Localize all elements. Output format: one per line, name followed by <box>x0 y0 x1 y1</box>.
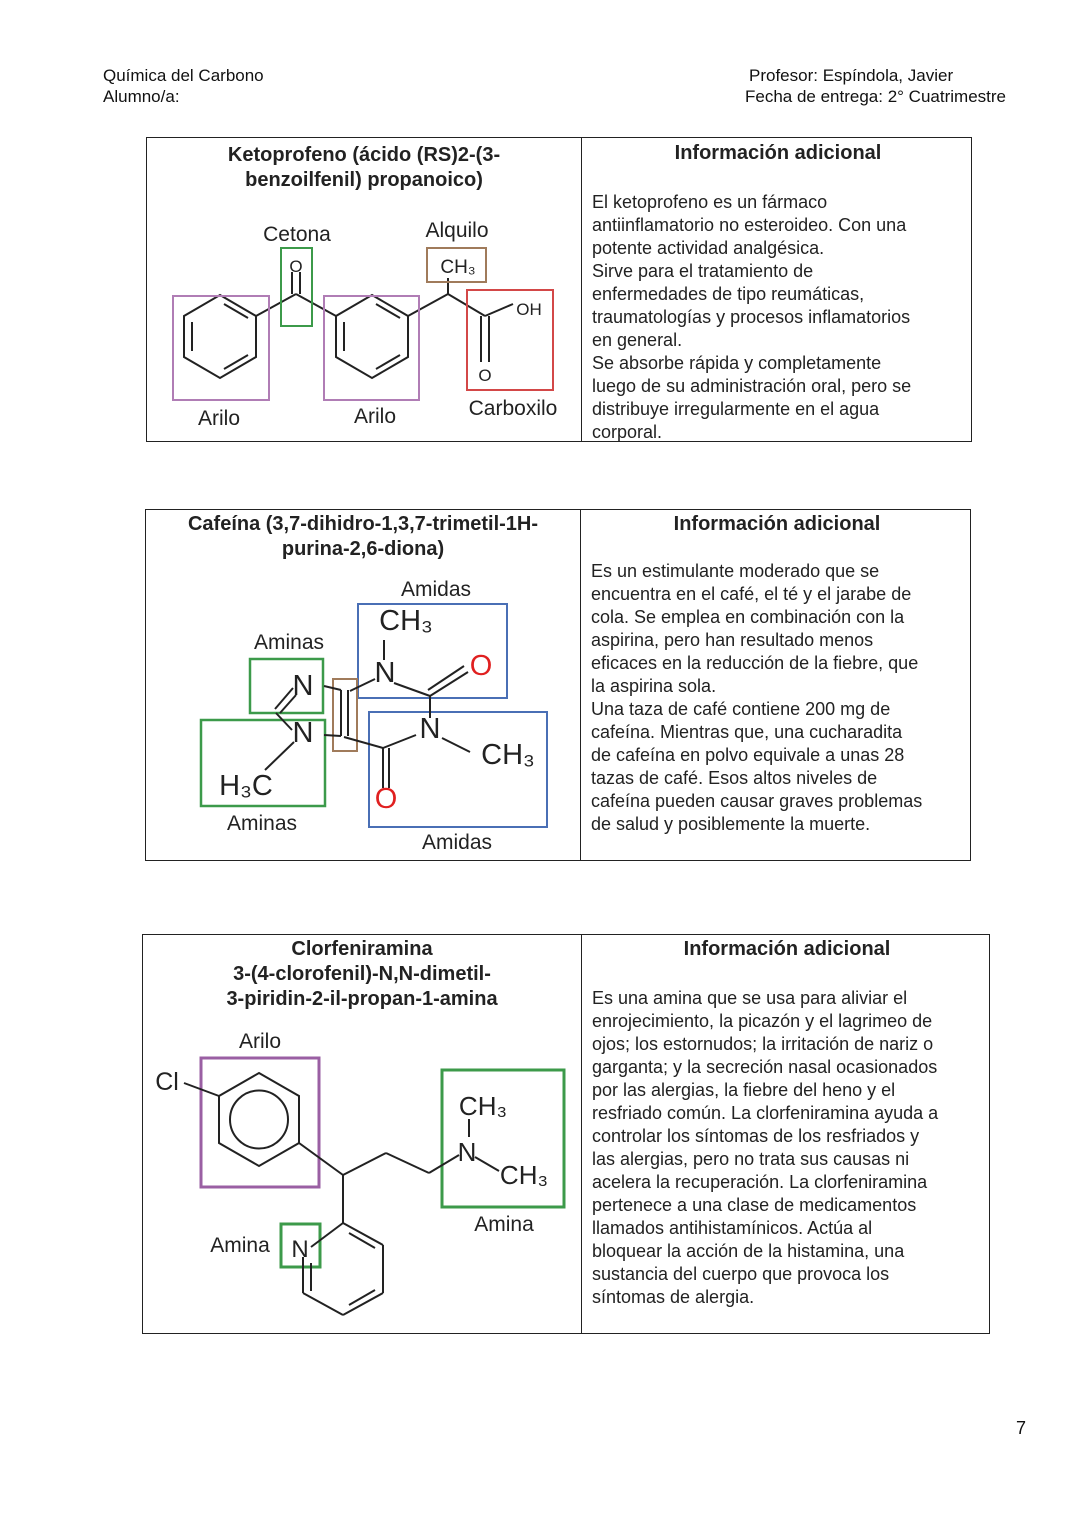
atom-n-pyridine: N <box>291 1236 309 1263</box>
label-arilo-2: Arilo <box>353 405 397 428</box>
info-line: de cafeína en polvo equivale a unas 28 <box>591 745 905 765</box>
atom-o-ketone: O <box>289 257 303 276</box>
info-line: luego de su administración oral, pero se <box>592 376 912 396</box>
atom-ch3-top: CH₃ <box>458 1091 508 1121</box>
atom-oh: OH <box>516 300 542 319</box>
atom-ch3-bottom: CH₃ <box>499 1160 549 1190</box>
info-line: antiinflamatorio no esteroideo. Con una <box>592 215 907 235</box>
title-line: Cafeína (3,7-dihidro-1,3,7-trimetil-1H- <box>187 513 539 535</box>
label-carboxilo: Carboxilo <box>468 397 558 420</box>
ketoprofeno-card <box>146 137 972 442</box>
ketoprofeno-structure <box>147 138 581 443</box>
atom-n-mid: N <box>292 717 314 749</box>
info-line: llamados antihistamínicos. Actúa al <box>592 1218 873 1238</box>
label-amidas-top: Amidas <box>400 578 472 601</box>
teacher-text: Profesor: Espíndola, Javier <box>749 66 954 85</box>
label-amina-left: Amina <box>210 1234 270 1257</box>
atom-n-left: N <box>292 670 314 702</box>
info-line: acelera la recuperación. La clorfeniramina <box>592 1172 928 1192</box>
due-date-text: Fecha de entrega: 2° Cuatrimestre <box>745 87 1006 106</box>
cafeina-structure <box>146 510 580 862</box>
card-divider <box>581 935 582 1333</box>
info-line: eficaces en la reducción de la fiebre, que <box>591 653 919 673</box>
atom-o-bottom: O <box>374 783 398 815</box>
info-line: encuentra en el café, el té y el jarabe de <box>591 584 912 604</box>
info-line: potente actividad analgésica. <box>592 238 825 258</box>
label-aminas-bottom: Aminas <box>226 812 298 835</box>
title-line: Ketoprofeno (ácido (RS)2-(3- <box>227 144 501 166</box>
info-line: tazas de café. Esos altos niveles de <box>591 768 878 788</box>
info-line: enrojecimiento, la picazón y el lagrimeo de <box>592 1011 933 1031</box>
info-line: síntomas de alergia. <box>592 1287 755 1307</box>
info-line: Se absorbe rápida y completamente <box>592 353 882 373</box>
info-title: Información adicional <box>683 938 891 960</box>
info-text <box>592 191 962 444</box>
card-divider <box>581 138 582 441</box>
label-amidas-bottom: Amidas <box>421 831 493 854</box>
title-line: Clorfeniramina <box>291 938 433 960</box>
title-line: benzoilfenil) propanoico) <box>245 169 483 191</box>
label-aminas-top: Aminas <box>253 631 325 654</box>
info-line: Una taza de café contiene 200 mg de <box>591 699 891 719</box>
atom-o-top: O <box>469 650 493 682</box>
title-line: 3-piridin-2-il-propan-1-amina <box>226 988 498 1010</box>
atom-cl: Cl <box>155 1068 179 1096</box>
subject-text: Química del Carbono <box>103 66 264 85</box>
info-line: en general. <box>592 330 683 350</box>
info-line: distribuye irregularmente en el agua <box>592 399 880 419</box>
label-arilo-1: Arilo <box>197 407 241 430</box>
label-cetona: Cetona <box>263 223 331 246</box>
header-right <box>745 65 1006 107</box>
info-line: traumatologías y procesos inflamatorios <box>592 307 911 327</box>
atom-h3c: H₃C <box>219 770 273 802</box>
info-line: Es un estimulante moderado que se <box>591 561 880 581</box>
student-text: Alumno/a: <box>103 87 180 106</box>
atom-ch3-right: CH₃ <box>481 739 535 771</box>
info-text <box>591 560 961 836</box>
info-line: sustancia del cuerpo que provoca los <box>592 1264 890 1284</box>
info-line: cola. Se emplea en combinación con la <box>591 607 905 627</box>
info-title: Información adicional <box>674 142 882 164</box>
info-line: bloquear la acción de la histamina, una <box>592 1241 905 1261</box>
card-divider <box>580 510 581 860</box>
info-line: El ketoprofeno es un fármaco <box>592 192 828 212</box>
info-text <box>592 987 981 1309</box>
title-line: purina-2,6-diona) <box>281 538 445 560</box>
info-line: cafeína pueden causar graves problemas <box>591 791 923 811</box>
info-line: de salud y posiblemente la muerte. <box>591 814 871 834</box>
atom-ch3-top: CH₃ <box>379 605 433 637</box>
page-number: 7 <box>1016 1418 1027 1438</box>
info-line: controlar los síntomas de los resfriados y <box>592 1126 920 1146</box>
info-line: resfriado común. La clorfeniramina ayuda a <box>592 1103 939 1123</box>
atom-n-top: N <box>374 657 396 689</box>
label-arilo: Arilo <box>238 1030 282 1053</box>
info-line: ojos; los estornudos; la irritación de nariz o <box>592 1034 934 1054</box>
info-line: la aspirina sola. <box>591 676 717 696</box>
info-line: enfermedades de tipo reumáticas, <box>592 284 865 304</box>
info-line: cafeína. Mientras que, una cucharadita <box>591 722 903 742</box>
atom-o-acid: O <box>478 366 492 385</box>
atom-n-right: N <box>419 713 441 745</box>
info-line: garganta; y la secreción nasal ocasionados <box>592 1057 938 1077</box>
clorfeniramina-card <box>142 934 990 1334</box>
info-line: Es una amina que se usa para aliviar el <box>592 988 908 1008</box>
info-title: Información adicional <box>673 513 881 535</box>
info-line: por las alergias, la fiebre del heno y el <box>592 1080 896 1100</box>
info-line: corporal. <box>592 422 663 442</box>
cafeina-card <box>145 509 971 861</box>
info-line: Sirve para el tratamiento de <box>592 261 814 281</box>
info-line: pertenece a una clase de medicamentos <box>592 1195 917 1215</box>
label-alquilo: Alquilo <box>425 219 489 242</box>
atom-n-amine: N <box>457 1137 477 1167</box>
label-amina-right: Amina <box>474 1213 534 1236</box>
clorfeniramina-structure <box>143 935 581 1335</box>
info-line: las alergias, pero no trata sus causas ni <box>592 1149 910 1169</box>
title-line: 3-(4-clorofenil)-N,N-dimetil- <box>233 963 491 985</box>
atom-ch3: CH₃ <box>440 257 476 278</box>
header-left <box>103 65 264 107</box>
info-line: aspirina, pero han resultado menos <box>591 630 874 650</box>
